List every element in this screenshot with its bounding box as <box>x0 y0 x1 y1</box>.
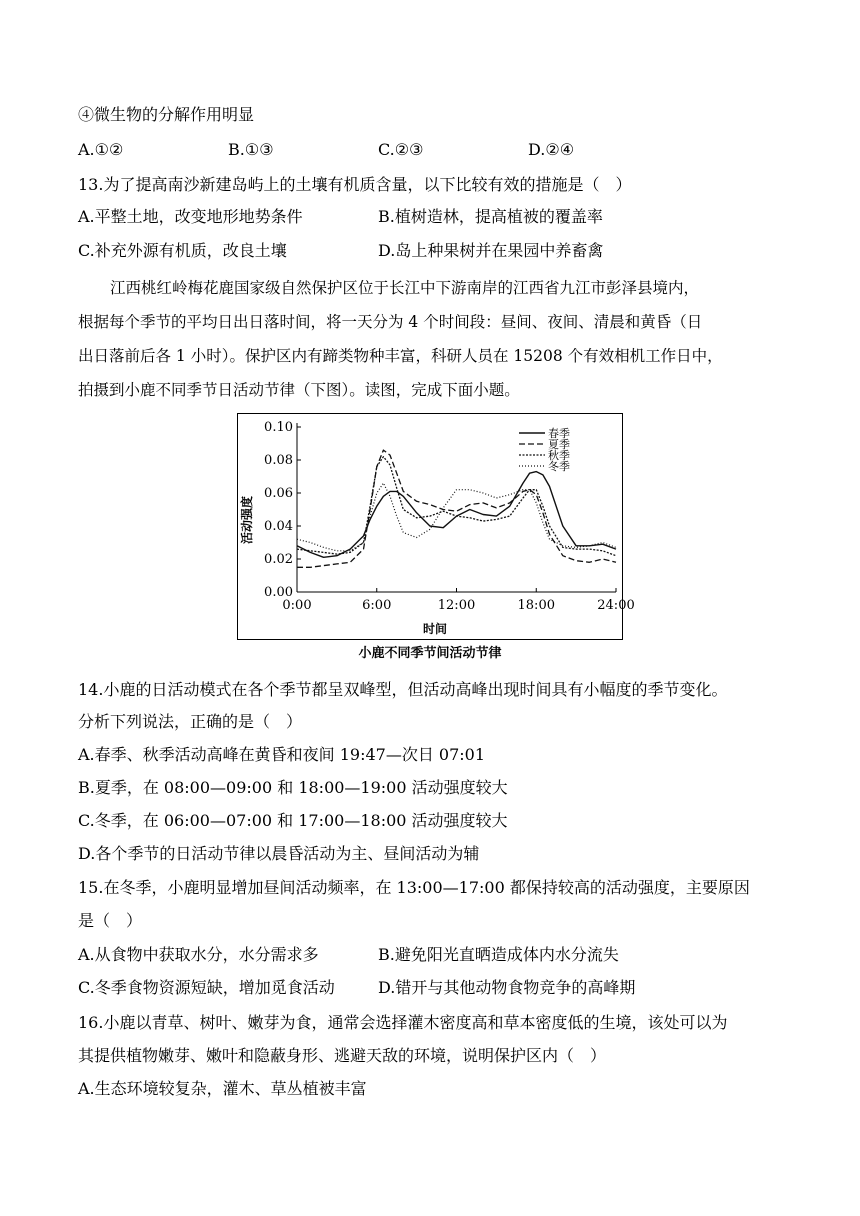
chart-caption: 小鹿不同季节间活动节律 <box>358 646 502 661</box>
q12-options <box>78 139 798 161</box>
q13-option-b: B.植树造林，提高植被的覆盖率 <box>378 207 603 226</box>
q13-option-a: A.平整土地，改变地形地势条件 <box>78 207 303 226</box>
activity-chart <box>238 414 635 638</box>
q12-option-a: A.①② <box>78 140 124 159</box>
q12-option-b: B.①③ <box>228 140 274 159</box>
legend-label-3: 秋季 <box>548 449 570 462</box>
passage-line-3: 出日落前后各 1 小时）。保护区内有蹄类物种丰富，科研人员在 15208 个有效相机工作日中， <box>78 347 723 365</box>
q14-stem-line-1: 14.小鹿的日活动模式在各个季节都呈双峰型，但活动高峰出现时间具有小幅度的季节变化。 <box>78 680 728 699</box>
q12-option-d: D.②④ <box>528 140 575 159</box>
q15-stem-line-1: 15.在冬季，小鹿明显增加昼间活动频率，在 13:00—17:00 都保持较高的活动强度，主要原因 <box>78 878 750 897</box>
q13-stem: 13.为了提高南沙新建岛屿上的土壤有机质含量，以下比较有效的措施是（ ） <box>78 175 632 194</box>
legend-label-4: 冬季 <box>548 460 570 473</box>
q14-option-d: D.各个季节的日活动节律以晨昏活动为主、昼间活动为辅 <box>78 844 480 863</box>
passage-line-1: 江西桃红岭梅花鹿国家级自然保护区位于长江中下游南岸的江西省九江市彭泽县境内， <box>110 279 700 297</box>
q16-option-a: A.生态环境较复杂，灌木、草丛植被丰富 <box>78 1079 367 1098</box>
q14-stem-line-2: 分析下列说法，正确的是（ ） <box>78 712 303 731</box>
x-tick-label: 24:00 <box>597 598 635 613</box>
q14-option-a: A.春季、秋季活动高峰在黄昏和夜间 19:47—次日 07:01 <box>78 745 486 764</box>
y-tick-label: 0.02 <box>264 552 293 567</box>
x-tick-label: 6:00 <box>362 598 392 613</box>
q13-options-row1 <box>78 206 798 228</box>
passage-line-4: 拍摄到小鹿不同季节日活动节律（下图）。读图，完成下面小题。 <box>78 381 520 399</box>
q16-stem-line-1: 16.小鹿以青草、树叶、嫩芽为食，通常会选择灌木密度高和草本密度低的生境，该处可以为 <box>78 1013 728 1032</box>
q12-item4: ④微生物的分解作用明显 <box>78 105 255 124</box>
x-axis-label: 时间 <box>422 622 448 636</box>
x-tick-label: 0:00 <box>282 598 312 613</box>
y-tick-label: 0.06 <box>264 486 293 501</box>
q12-option-c: C.②③ <box>378 140 424 159</box>
series-line-1 <box>297 472 616 558</box>
q13-option-c: C.补充外源有机质，改良土壤 <box>78 241 287 260</box>
y-axis-label: 活动强度 <box>240 495 254 545</box>
q15-option-a: A.从食物中获取水分，水分需求多 <box>78 945 319 964</box>
q14-option-c: C.冬季，在 06:00—07:00 和 17:00—18:00 活动强度较大 <box>78 811 508 830</box>
q13-option-d: D.岛上种果树并在果园中养畜禽 <box>378 241 604 260</box>
passage-line-2: 根据每个季节的平均日出日落时间，将一天分为 4 个时间段：昼间、夜间、清晨和黄昏（日 <box>78 313 703 331</box>
legend-label-2: 夏季 <box>548 438 570 451</box>
q15-stem-line-2: 是（ ） <box>78 911 143 930</box>
y-tick-label: 0.04 <box>264 519 293 534</box>
q15-option-c: C.冬季食物资源短缺，增加觅食活动 <box>78 978 335 997</box>
x-tick-label: 18:00 <box>517 598 555 613</box>
q15-options-row1 <box>78 944 798 966</box>
y-tick-label: 0.08 <box>264 453 293 468</box>
legend-label-1: 春季 <box>548 427 570 440</box>
q14-option-b: B.夏季，在 08:00—09:00 和 18:00—19:00 活动强度较大 <box>78 778 508 797</box>
activity-chart-frame <box>237 413 635 640</box>
q13-options-row2 <box>78 240 798 262</box>
y-tick-label: 0.00 <box>264 585 293 600</box>
y-tick-label: 0.10 <box>264 420 293 435</box>
q16-stem-line-2: 其提供植物嫩芽、嫩叶和隐蔽身形、逃避天敌的环境，说明保护区内（ ） <box>78 1046 607 1065</box>
q15-options-row2 <box>78 977 798 999</box>
x-tick-label: 12:00 <box>437 598 476 613</box>
q15-option-b: B.避免阳光直晒造成体内水分流失 <box>378 945 619 964</box>
q15-option-d: D.错开与其他动物食物竞争的高峰期 <box>378 978 636 997</box>
